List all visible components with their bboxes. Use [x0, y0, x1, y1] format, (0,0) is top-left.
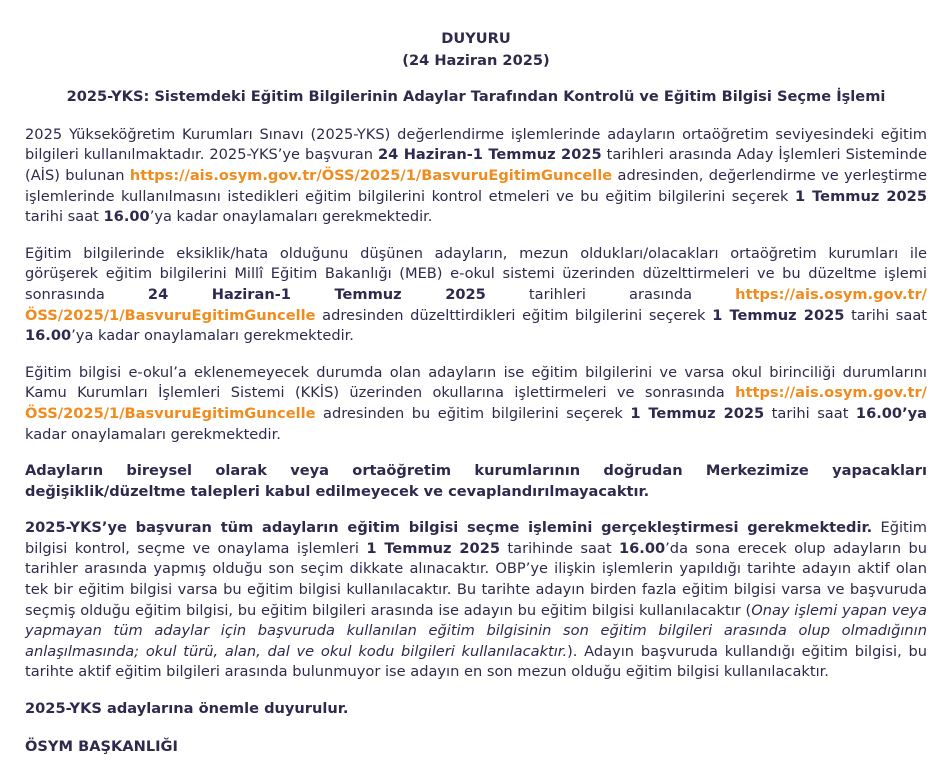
- p1-ais-link[interactable]: https://ais.osym.gov.tr/ÖSS/2025/1/BasvuruEgitimGuncelle: [129, 166, 613, 184]
- p5-bold-requirement: 2025-YKS’ye başvuran tüm adayların eğitim bilgisi seçme işlemini gerçekleştirmesi gerekmektedir.: [25, 519, 873, 537]
- p5-text-3: ’da sona erecek olup adayların bu tarihler arasında yapmış olduğu son seçim dikkate alınacaktır. OBP’ye ilişkin işlemlerin yapıldığı tarihte adayın aktif olan tek bir eğitim bilgisi varsa bu eğitim bilgisi kullanılacaktır. Bu tarihte adayın birden fazla eğitim bilgisi varsa ve başvuruda seçmiş olduğu eğitim bilgisi, bu eğitim bilgileri arasında ise adayın bu eğitim bilgisi kullanılacaktır (: [25, 539, 928, 619]
- p3-text-2: adresinden bu eğitim bilgilerini seçerek: [315, 404, 631, 422]
- paragraph-3: [25, 363, 927, 445]
- p2-ais-link[interactable]: https://ais.osym.gov.tr/ÖSS/2025/1/BasvuruEgitimGuncelle: [25, 285, 927, 324]
- announcement-heading: DUYURU: [441, 30, 511, 47]
- paragraph-2: [25, 244, 927, 347]
- p3-bold-deadline-date: 1 Temmuz 2025: [630, 404, 765, 422]
- p1-bold-deadline-time: 16.00: [103, 208, 150, 226]
- p6-bold-closing: 2025-YKS adaylarına önemle duyurulur.: [25, 700, 349, 718]
- p5-italic-note: Onay işlemi yapan veya yapmayan tüm adaylar için başvuruda kullanılan eğitim bilgisinin son eğitim bilgileri arasında olup olmadığının anlaşılmasında; okul türü, alan, dal ve okul kodu bilgileri kullanılacaktır.: [25, 601, 927, 660]
- p1-text-3: adresinden, değerlendirme ve yerleştirme işlemlerinde kullanılmasını istedikleri eğitim bilgilerini kontrol etmeleri ve bu eğitim bilgilerini seçerek: [25, 166, 927, 205]
- p5-text-2: tarihinde saat: [500, 539, 619, 557]
- signature: ÖSYM BAŞKANLIĞI: [25, 737, 178, 755]
- announcement-title: 2025-YKS: Sistemdeki Eğitim Bilgilerinin Adaylar Tarafından Kontrolü ve Eğitim Bilgisi Seçme İşlemi: [66, 88, 886, 106]
- p1-bold-date-range: 24 Haziran-1 Temmuz 2025: [377, 146, 602, 164]
- p1-bold-deadline-date: 1 Temmuz 2025: [795, 187, 927, 205]
- p5-text-1: Eğitim bilgisi kontrol, seçme ve onaylama işlemleri: [25, 519, 928, 557]
- p3-text-1: Eğitim bilgisi e-okul’a eklenemeyecek durumda olan adayların ise eğitim bilgilerini ve varsa okul birinciliği durumlarını Kamu Kurumları İşlemleri Sistemi (KKİS) üzerinden okullarına işlettirmeleri ve sonrasında: [25, 363, 927, 402]
- p2-text-3: adresinden düzelttirdikleri eğitim bilgilerini seçerek: [315, 306, 713, 324]
- p5-bold-deadline-date: 1 Temmuz 2025: [366, 539, 501, 557]
- announcement-date: (24 Haziran 2025): [402, 51, 550, 69]
- p3-text-3: tarihi saat: [764, 404, 856, 422]
- p3-ais-link[interactable]: https://ais.osym.gov.tr/ÖSS/2025/1/BasvuruEgitimGuncelle: [25, 384, 927, 422]
- p2-text-2: tarihleri arasında: [485, 285, 736, 303]
- paragraph-4-notice: [25, 461, 927, 502]
- p1-text-4: tarihi saat: [25, 208, 104, 226]
- p1-text-1: 2025 Yükseköğretim Kurumları Sınavı (2025-YKS) değerlendirme işlemlerinde adayların ortaöğretim seviyesindeki eğitim bilgileri kullanılmaktadır. 2025-YKS’ye başvuran: [25, 125, 927, 164]
- p2-bold-deadline-time: 16.00: [25, 327, 72, 345]
- paragraph-6-closing: [25, 699, 927, 720]
- p1-text-2: tarihleri arasında Aday İşlemleri Sisteminde (AİS) bulunan: [25, 146, 927, 184]
- p2-bold-deadline-date: 1 Temmuz 2025: [712, 306, 845, 324]
- p2-bold-date-range: 24 Haziran-1 Temmuz 2025: [147, 285, 486, 303]
- p2-text-1: Eğitim bilgilerinde eksiklik/hata olduğunu düşünen adayların, mezun oldukları/olacakları ortaöğretim kurumları ile görüşerek eğitim bilgilerini Millî Eğitim Bakanlığı (MEB) e-okul sistemi üzerinden düzelttirmeleri ve bu düzeltme işlemi sonrasında: [25, 244, 927, 303]
- p5-bold-deadline-time: 16.00: [619, 539, 666, 557]
- p1-text-5: ’ya kadar onaylamaları gerekmektedir.: [149, 208, 433, 226]
- p3-text-4: kadar onaylamaları gerekmektedir.: [25, 425, 281, 443]
- p3-bold-deadline-time: 16.00’ya: [855, 404, 927, 422]
- paragraph-5: [25, 518, 927, 683]
- p5-text-4: ). Adayın başvuruda kullandığı eğitim bilgisi, bu tarihte aktif eğitim bilgileri arasında bulunmuyor ise adayın en son mezun olduğu eğitim bilgisi kullanılacaktır.: [25, 642, 927, 681]
- p4-bold-notice: Adayların bireysel olarak veya ortaöğretim kurumlarının doğrudan Merkezimize yapacakları değişiklik/düzeltme talepleri kabul edilmeyecek ve cevaplandırılmayacaktır.: [25, 462, 927, 500]
- p2-text-4: tarihi saat: [844, 306, 927, 324]
- p2-text-5: ’ya kadar onaylamaları gerekmektedir.: [71, 327, 354, 345]
- paragraph-1: [25, 125, 927, 228]
